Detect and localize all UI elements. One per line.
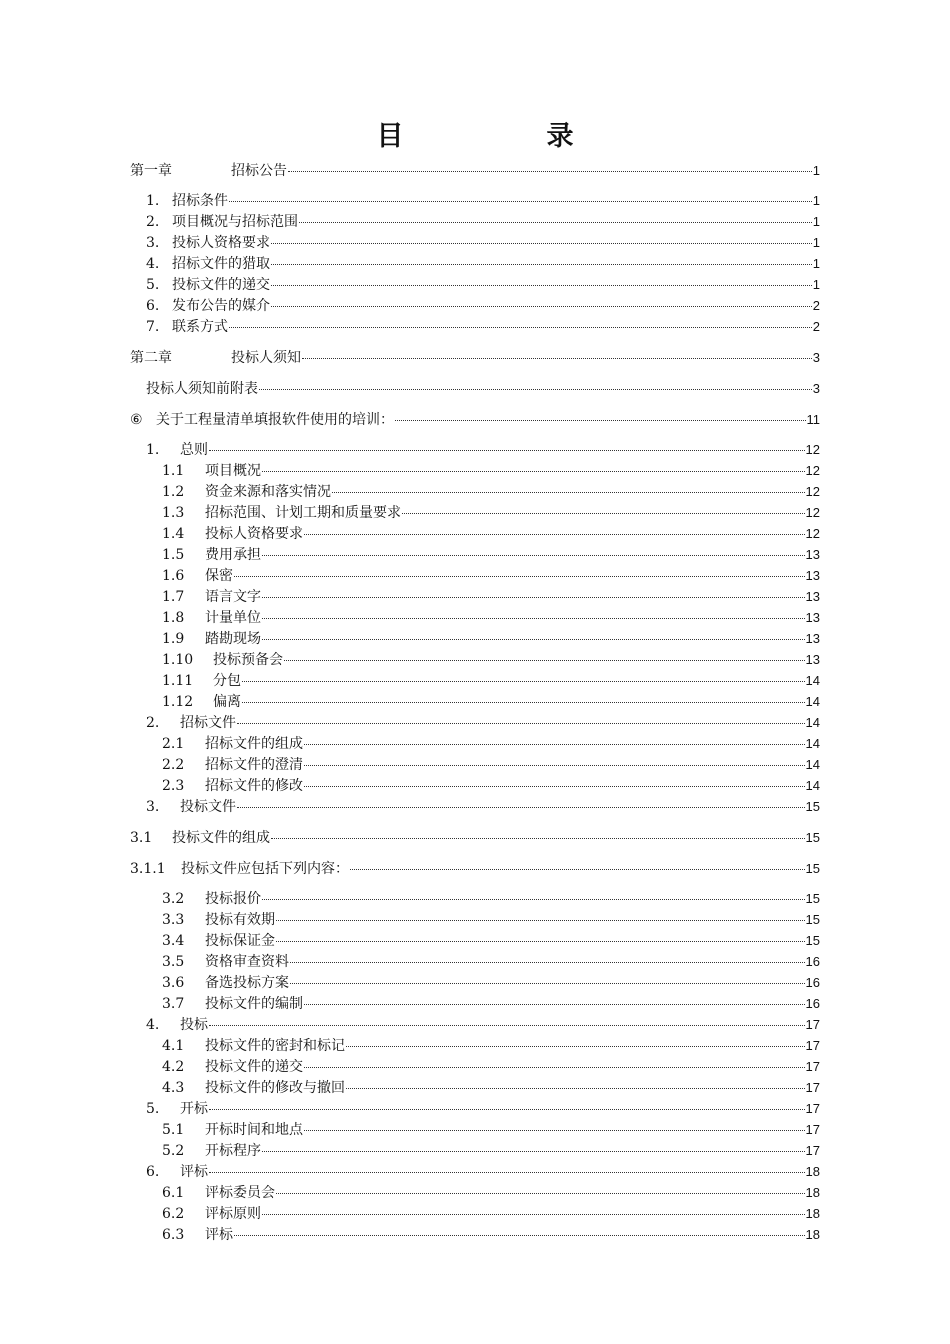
toc-dot-leader (209, 1109, 805, 1110)
toc-dot-leader (242, 702, 805, 703)
toc-entry-title: 偏离 (213, 694, 241, 710)
toc-entry-number: 5. (146, 277, 160, 293)
toc-entry-number: 5.1 (162, 1122, 185, 1138)
toc-entry-title: 评标委员会 (205, 1185, 275, 1201)
toc-entry[interactable] (162, 651, 820, 669)
toc-entry-number: 4. (146, 256, 160, 272)
toc-page-number: 11 (806, 412, 820, 427)
toc-entry[interactable] (146, 234, 820, 252)
toc-dot-leader (284, 660, 805, 661)
toc-entry-title: 语言文字 (205, 589, 261, 605)
toc-entry-number: 2.1 (162, 736, 185, 752)
toc-entry-number: 3.7 (162, 996, 185, 1012)
toc-page-number: 13 (805, 547, 820, 562)
toc-dot-leader (259, 389, 812, 390)
toc-dot-leader (271, 285, 812, 286)
toc-dot-leader (304, 1004, 805, 1005)
toc-entry-title: 投标文件的密封和标记 (205, 1038, 345, 1054)
toc-entry-title: 招标条件 (172, 193, 228, 209)
toc-page-number: 1 (812, 235, 820, 250)
toc-entry-number: 1.8 (162, 610, 185, 626)
toc-page-number: 17 (805, 1080, 820, 1095)
toc-entry-title: 投标 (180, 1017, 208, 1033)
toc-page-number: 15 (805, 799, 820, 814)
toc-entry[interactable] (162, 1079, 820, 1097)
toc-entry[interactable] (162, 462, 820, 480)
toc-entry-number: 5.2 (162, 1143, 185, 1159)
toc-entry-number: 1.10 (162, 652, 194, 668)
toc-dot-leader (299, 222, 812, 223)
toc-dot-leader (271, 243, 812, 244)
toc-entry[interactable] (162, 1205, 820, 1223)
toc-entry-title: 投标人须知前附表 (146, 381, 258, 397)
toc-dot-leader (346, 1046, 805, 1047)
toc-page-number: 17 (805, 1017, 820, 1032)
toc-page-number: 12 (805, 505, 820, 520)
toc-entry-number: 4.3 (162, 1080, 185, 1096)
toc-page-number: 14 (805, 778, 820, 793)
toc-entry[interactable] (162, 735, 820, 753)
toc-entry-title: 项目概况与招标范围 (172, 214, 298, 230)
toc-entry-number: 6.3 (162, 1227, 185, 1243)
toc-dot-leader (229, 201, 812, 202)
toc-entry[interactable] (162, 483, 820, 501)
toc-dot-leader (209, 1025, 805, 1026)
toc-entry[interactable] (162, 777, 820, 795)
toc-entry[interactable] (162, 953, 820, 971)
toc-entry-number: 3.1.1 (130, 861, 166, 877)
toc-entry-number: 1.9 (162, 631, 185, 647)
toc-entry[interactable] (162, 1058, 820, 1076)
toc-entry[interactable] (162, 890, 820, 908)
toc-entry[interactable] (162, 932, 820, 950)
toc-entry-number: 4. (146, 1017, 160, 1033)
toc-entry-number: 第一章 (130, 163, 172, 179)
toc-entry-title: 资格审查资料 (205, 954, 289, 970)
toc-entry-number: 3.5 (162, 954, 185, 970)
toc-entry-number: 1.5 (162, 547, 185, 563)
toc-page-number: 18 (805, 1206, 820, 1221)
toc-entry-title: 投标文件的递交 (205, 1059, 303, 1075)
toc-entry[interactable] (162, 588, 820, 606)
toc-page-number: 13 (805, 631, 820, 646)
toc-entry[interactable] (162, 546, 820, 564)
toc-page-number: 17 (805, 1143, 820, 1158)
toc-entry[interactable] (146, 297, 820, 315)
toc-dot-leader (271, 838, 805, 839)
toc-dot-leader (395, 420, 806, 421)
toc-page-number: 14 (805, 757, 820, 772)
toc-entry[interactable] (146, 714, 820, 732)
toc-entry-title: 招标文件的组成 (205, 736, 303, 752)
toc-entry-title: 招标文件的修改 (205, 778, 303, 794)
toc-entry-number: 1.11 (162, 673, 194, 689)
toc-page-number: 1 (812, 163, 820, 178)
toc-entry-number: 1.7 (162, 589, 185, 605)
toc-page-number: 17 (805, 1038, 820, 1053)
toc-entry-title: 投标人资格要求 (172, 235, 270, 251)
toc-entry-number: 1.2 (162, 484, 185, 500)
toc-entry-title: 投标文件的组成 (172, 830, 270, 846)
toc-entry[interactable] (130, 349, 820, 367)
toc-entry-title: 踏勘现场 (205, 631, 261, 647)
toc-entry-number: ⑥ (130, 412, 143, 428)
toc-entry-title: 投标文件应包括下列内容： (181, 861, 349, 877)
toc-entry-title: 招标文件的猎取 (172, 256, 270, 272)
toc-page-number: 17 (805, 1059, 820, 1074)
toc-dot-leader (271, 264, 812, 265)
toc-page-number: 17 (805, 1122, 820, 1137)
toc-page-number: 2 (812, 319, 820, 334)
toc-entry[interactable] (162, 911, 820, 929)
toc-entry-title: 开标时间和地点 (205, 1122, 303, 1138)
toc-entry-title: 发布公告的媒介 (172, 298, 270, 314)
toc-entry-title: 投标文件的编制 (205, 996, 303, 1012)
toc-entry-title: 总则 (180, 442, 208, 458)
toc-entry-number: 3.2 (162, 891, 185, 907)
toc-entry-title: 分包 (213, 673, 241, 689)
toc-entry-title: 评标 (180, 1164, 208, 1180)
toc-entry[interactable] (162, 693, 820, 711)
toc-dot-leader (290, 983, 805, 984)
toc-page-number: 3 (812, 350, 820, 365)
toc-page-number: 18 (805, 1185, 820, 1200)
toc-page-number: 14 (805, 715, 820, 730)
toc-entry-number: 6.1 (162, 1185, 185, 1201)
toc-dot-leader (209, 1172, 805, 1173)
toc-entry[interactable] (162, 567, 820, 585)
toc-entry-title: 投标人资格要求 (205, 526, 303, 542)
toc-entry[interactable] (146, 1163, 820, 1181)
toc-page-number: 1 (812, 256, 820, 271)
toc-page-number: 1 (812, 214, 820, 229)
toc-dot-leader (304, 1067, 805, 1068)
toc-entry[interactable] (162, 525, 820, 543)
toc-entry-title: 开标程序 (205, 1143, 261, 1159)
toc-entry-number: 2. (146, 715, 160, 731)
toc-entry[interactable] (162, 1226, 820, 1244)
toc-entry-title: 投标文件 (180, 799, 236, 815)
toc-entry-number: 3. (146, 235, 160, 251)
toc-entry[interactable] (162, 630, 820, 648)
toc-entry[interactable] (146, 192, 820, 210)
toc-entry-title: 投标预备会 (213, 652, 283, 668)
toc-entry-title: 计量单位 (205, 610, 261, 626)
toc-entry-number: 1.4 (162, 526, 185, 542)
toc-entry[interactable] (146, 380, 820, 398)
toc-entry-title: 投标文件的递交 (172, 277, 270, 293)
toc-page-number: 13 (805, 652, 820, 667)
toc-page-number: 16 (805, 996, 820, 1011)
toc-page-number: 12 (805, 463, 820, 478)
toc-dot-leader (234, 1235, 805, 1236)
toc-dot-leader (262, 1151, 805, 1152)
toc-page-number: 15 (805, 861, 820, 876)
toc-page-number: 2 (812, 298, 820, 313)
toc-entry-title: 投标有效期 (205, 912, 275, 928)
toc-dot-leader (262, 471, 805, 472)
toc-dot-leader (262, 618, 805, 619)
toc-entry-number: 6. (146, 1164, 160, 1180)
toc-entry-number: 1.3 (162, 505, 185, 521)
toc-entry[interactable] (146, 318, 820, 336)
toc-entry-number: 第二章 (130, 350, 172, 366)
toc-entry[interactable] (162, 1142, 820, 1160)
toc-entry-title: 招标范围、计划工期和质量要求 (205, 505, 401, 521)
toc-page-number: 13 (805, 610, 820, 625)
toc-dot-leader (346, 1088, 805, 1089)
toc-page-number: 13 (805, 568, 820, 583)
toc-entry[interactable] (162, 995, 820, 1013)
toc-entry-title: 费用承担 (205, 547, 261, 563)
toc-entry-title: 联系方式 (172, 319, 228, 335)
toc-page-number: 16 (805, 975, 820, 990)
toc-dot-leader (350, 869, 805, 870)
toc-page-number: 18 (805, 1227, 820, 1242)
toc-dot-leader (332, 492, 805, 493)
toc-dot-leader (262, 1214, 805, 1215)
toc-entry[interactable] (162, 1037, 820, 1055)
toc-dot-leader (271, 306, 812, 307)
toc-entry-title: 开标 (180, 1101, 208, 1117)
toc-entry[interactable] (130, 829, 820, 847)
toc-page-number: 1 (812, 277, 820, 292)
toc-entry-number: 4.1 (162, 1038, 185, 1054)
toc-entry-number: 1.12 (162, 694, 194, 710)
toc-entry-number: 1. (146, 193, 160, 209)
toc-page-number: 15 (805, 830, 820, 845)
toc-entry[interactable] (130, 860, 820, 878)
toc-entry-number: 7. (146, 319, 160, 335)
toc-dot-leader (276, 920, 805, 921)
toc-dot-leader (290, 962, 805, 963)
toc-page-number: 14 (805, 673, 820, 688)
toc-page-number: 17 (805, 1101, 820, 1116)
toc-dot-leader (302, 358, 812, 359)
toc-entry[interactable] (130, 162, 820, 180)
toc-entry[interactable] (146, 441, 820, 459)
toc-entry-number: 1.6 (162, 568, 185, 584)
toc-entry-number: 3.1 (130, 830, 153, 846)
toc-page-number: 15 (805, 912, 820, 927)
toc-entry-number: 2.3 (162, 778, 185, 794)
toc-dot-leader (262, 555, 805, 556)
toc-entry[interactable] (146, 1016, 820, 1034)
toc-dot-leader (304, 744, 805, 745)
toc-entry-number: 3.4 (162, 933, 185, 949)
toc-dot-leader (229, 327, 812, 328)
toc-page-number: 15 (805, 933, 820, 948)
toc-entry-number: 6.2 (162, 1206, 185, 1222)
toc-entry[interactable] (162, 1184, 820, 1202)
toc-dot-leader (237, 807, 805, 808)
toc-dot-leader (304, 1130, 805, 1131)
toc-entry-number: 2.2 (162, 757, 185, 773)
toc-entry[interactable] (162, 756, 820, 774)
toc-dot-leader (242, 681, 805, 682)
toc-entry-title: 评标 (205, 1227, 233, 1243)
toc-entry-number: 3.3 (162, 912, 185, 928)
toc-page-number: 12 (805, 442, 820, 457)
toc-entry[interactable] (130, 411, 820, 429)
toc-entry-title: 投标人须知 (231, 350, 301, 366)
toc-entry[interactable] (162, 504, 820, 522)
toc-entry[interactable] (162, 672, 820, 690)
toc-entry[interactable] (146, 255, 820, 273)
toc-dot-leader (237, 723, 805, 724)
toc-entry-title: 投标报价 (205, 891, 261, 907)
toc-entry[interactable] (146, 798, 820, 816)
toc-page-number: 3 (812, 381, 820, 396)
toc-entry-number: 1.1 (162, 463, 185, 479)
toc-dot-leader (276, 941, 805, 942)
toc-dot-leader (288, 171, 812, 172)
toc-entry[interactable] (146, 1100, 820, 1118)
toc-page-number: 16 (805, 954, 820, 969)
toc-entry-title: 资金来源和落实情况 (205, 484, 331, 500)
toc-entry-title: 招标文件的澄清 (205, 757, 303, 773)
toc-page-number: 18 (805, 1164, 820, 1179)
toc-dot-leader (209, 450, 805, 451)
toc-entry-number: 2. (146, 214, 160, 230)
toc-page-number: 12 (805, 526, 820, 541)
toc-entry-title: 招标公告 (231, 163, 287, 179)
toc-entry-title: 保密 (205, 568, 233, 584)
toc-entry[interactable] (162, 974, 820, 992)
toc-entry-title: 招标文件 (180, 715, 236, 731)
toc-dot-leader (262, 639, 805, 640)
toc-entry-number: 3. (146, 799, 160, 815)
toc-dot-leader (262, 597, 805, 598)
toc-title: 目 录 (376, 121, 632, 152)
toc-entry-title: 项目概况 (205, 463, 261, 479)
toc-entry-title: 评标原则 (205, 1206, 261, 1222)
toc-entry-title: 投标保证金 (205, 933, 275, 949)
toc-entry[interactable] (146, 276, 820, 294)
toc-dot-leader (402, 513, 805, 514)
toc-entry[interactable] (162, 1121, 820, 1139)
toc-dot-leader (276, 1193, 805, 1194)
toc-dot-leader (304, 534, 805, 535)
toc-dot-leader (304, 786, 805, 787)
toc-entry-title: 备选投标方案 (205, 975, 289, 991)
toc-entry-number: 6. (146, 298, 160, 314)
toc-page-number: 13 (805, 589, 820, 604)
toc-page-number: 12 (805, 484, 820, 499)
toc-entry-number: 4.2 (162, 1059, 185, 1075)
toc-page-number: 14 (805, 694, 820, 709)
toc-entry-number: 3.6 (162, 975, 185, 991)
toc-page-number: 14 (805, 736, 820, 751)
toc-dot-leader (234, 576, 805, 577)
toc-entry-number: 1. (146, 442, 160, 458)
toc-entry-number: 5. (146, 1101, 160, 1117)
toc-entry[interactable] (146, 213, 820, 231)
toc-page-number: 1 (812, 193, 820, 208)
toc-entry[interactable] (162, 609, 820, 627)
toc-dot-leader (262, 899, 805, 900)
toc-entry-title: 投标文件的修改与撤回 (205, 1080, 345, 1096)
toc-entry-title: 关于工程量清单填报软件使用的培训： (156, 412, 394, 428)
toc-page-number: 15 (805, 891, 820, 906)
toc-dot-leader (304, 765, 805, 766)
